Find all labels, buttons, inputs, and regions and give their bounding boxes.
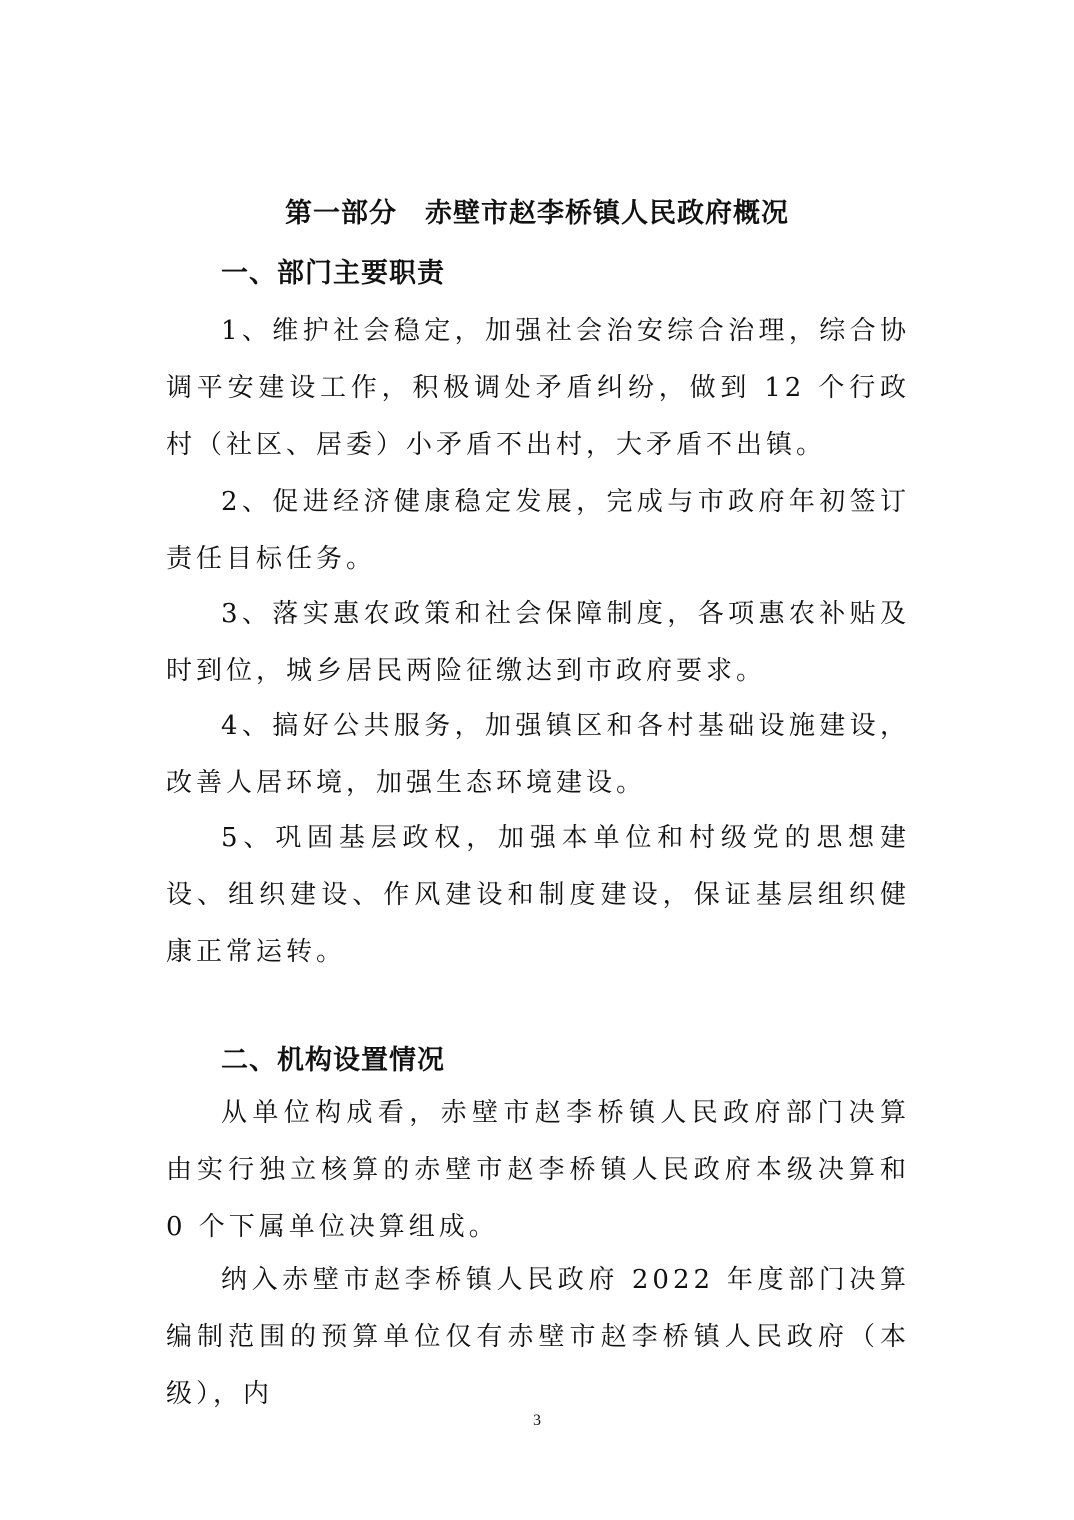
page-title: 第一部分 赤壁市赵李桥镇人民政府概况 bbox=[285, 198, 789, 229]
duty-paragraph-5: 5、巩固基层政权，加强本单位和村级党的思想建设、组织建设、作风建设和制度建设，保证基层组织健康正常运转。 bbox=[166, 823, 910, 967]
page-number: 3 bbox=[533, 1412, 541, 1429]
duty-paragraph-4: 4、搞好公共服务，加强镇区和各村基础设施建设，改善人居环境，加强生态环境建设。 bbox=[166, 711, 910, 798]
section-heading-structure: 二、机构设置情况 bbox=[221, 1045, 445, 1076]
structure-paragraph-1: 从单位构成看，赤壁市赵李桥镇人民政府部门决算由实行独立核算的赤壁市赵李桥镇人民政府本级决算和 0 个下属单位决算组成。 bbox=[166, 1098, 910, 1242]
duty-paragraph-1: 1、维护社会稳定，加强社会治安综合治理，综合协调平安建设工作，积极调处矛盾纠纷，做到 12 个行政村（社区、居委）小矛盾不出村，大矛盾不出镇。 bbox=[166, 316, 910, 460]
duty-paragraph-3: 3、落实惠农政策和社会保障制度，各项惠农补贴及时到位，城乡居民两险征缴达到市政府要求。 bbox=[166, 599, 910, 686]
duty-paragraph-2: 2、促进经济健康稳定发展，完成与市政府年初签订责任目标任务。 bbox=[166, 487, 910, 574]
section-heading-duties: 一、部门主要职责 bbox=[221, 258, 445, 289]
structure-paragraph-2: 纳入赤壁市赵李桥镇人民政府 2022 年度部门决算编制范围的预算单位仅有赤壁市赵李桥镇人民政府（本级），内 bbox=[166, 1265, 910, 1409]
